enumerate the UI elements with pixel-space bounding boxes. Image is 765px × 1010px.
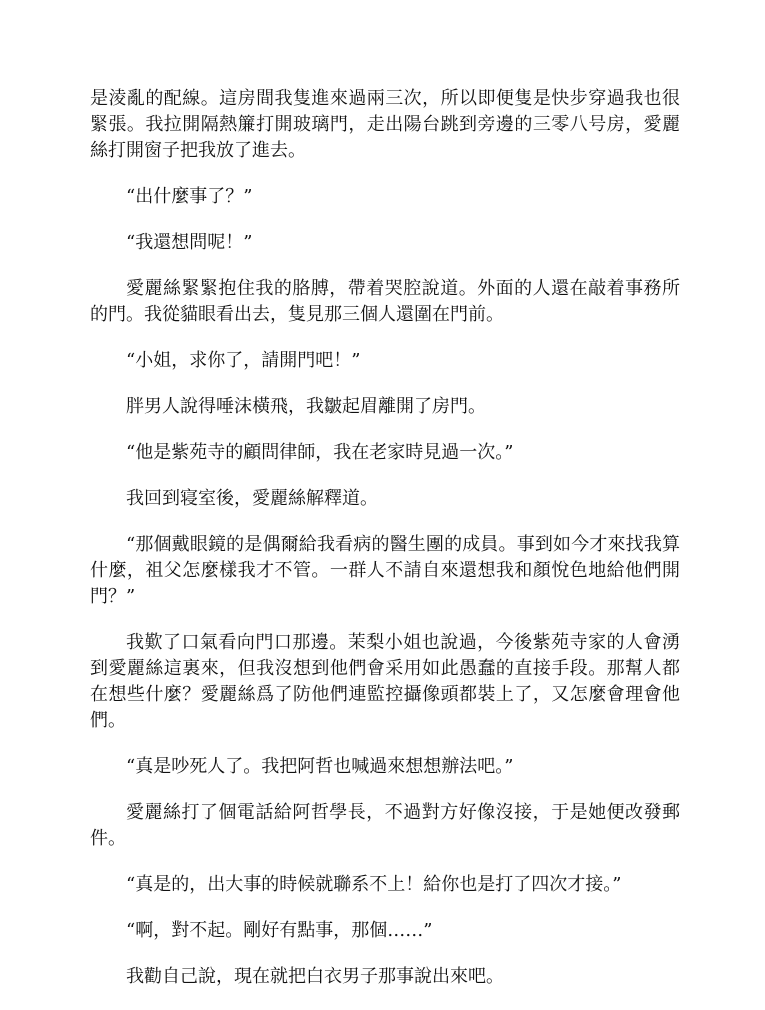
paragraph: 愛麗絲打了個電話給阿哲學長，不過對方好像沒接，于是她便改發郵件。 (90, 802, 680, 849)
paragraph: 我歎了口氣看向門口那邊。茉梨小姐也說過，今後紫苑寺家的人會湧到愛麗絲這裏來，但我沒想到他們會采用如此愚蠢的直接手段。那幫人都在想些什麼？愛麗絲爲了防他們連監控攝像頭都裝上了，又怎麼會理會他們。 (90, 632, 680, 731)
paragraph: “那個戴眼鏡的是偶爾給我看病的醫生團的成員。事到如今才來找我算什麼，祖父怎麼樣我才不管。一群人不請自來還想我和顏悅色地給他們開門？” (90, 534, 680, 607)
paragraph: “小姐，求你了，請開門吧！” (126, 350, 361, 371)
paragraph: “我還想問呢！” (126, 232, 253, 253)
text-body (90, 86, 680, 1010)
paragraph: 我勸自己說，現在就把白衣男子那事說出來吧。 (126, 966, 504, 987)
paragraph: 胖男人說得唾沫橫飛，我皺起眉離開了房門。 (126, 396, 486, 417)
paragraph: “他是紫苑寺的顧問律師，我在老家時見過一次。” (126, 442, 514, 463)
paragraph: “出什麼事了？” (126, 186, 253, 207)
paragraph: 我回到寝室後，愛麗絲解釋道。 (126, 488, 378, 509)
paragraph: 愛麗絲緊緊抱住我的胳膊，帶着哭腔說道。外面的人還在敲着事務所的門。我從貓眼看出去，隻見那三個人還圍在門前。 (90, 278, 680, 325)
paragraph: 是淩亂的配線。這房間我隻進來過兩三次，所以即便隻是快步穿過我也很緊張。我拉開隔熱簾打開玻璃門，走出陽台跳到旁邊的三零八号房，愛麗絲打開窗子把我放了進去。 (90, 88, 680, 161)
paragraph: “真是吵死人了。我把阿哲也喊過來想想辦法吧。” (126, 756, 514, 777)
paragraph: “啊，對不起。剛好有點事，那個……” (126, 920, 433, 941)
paragraph: “真是的，出大事的時候就聯系不上！給你也是打了四次才接。” (126, 874, 622, 895)
